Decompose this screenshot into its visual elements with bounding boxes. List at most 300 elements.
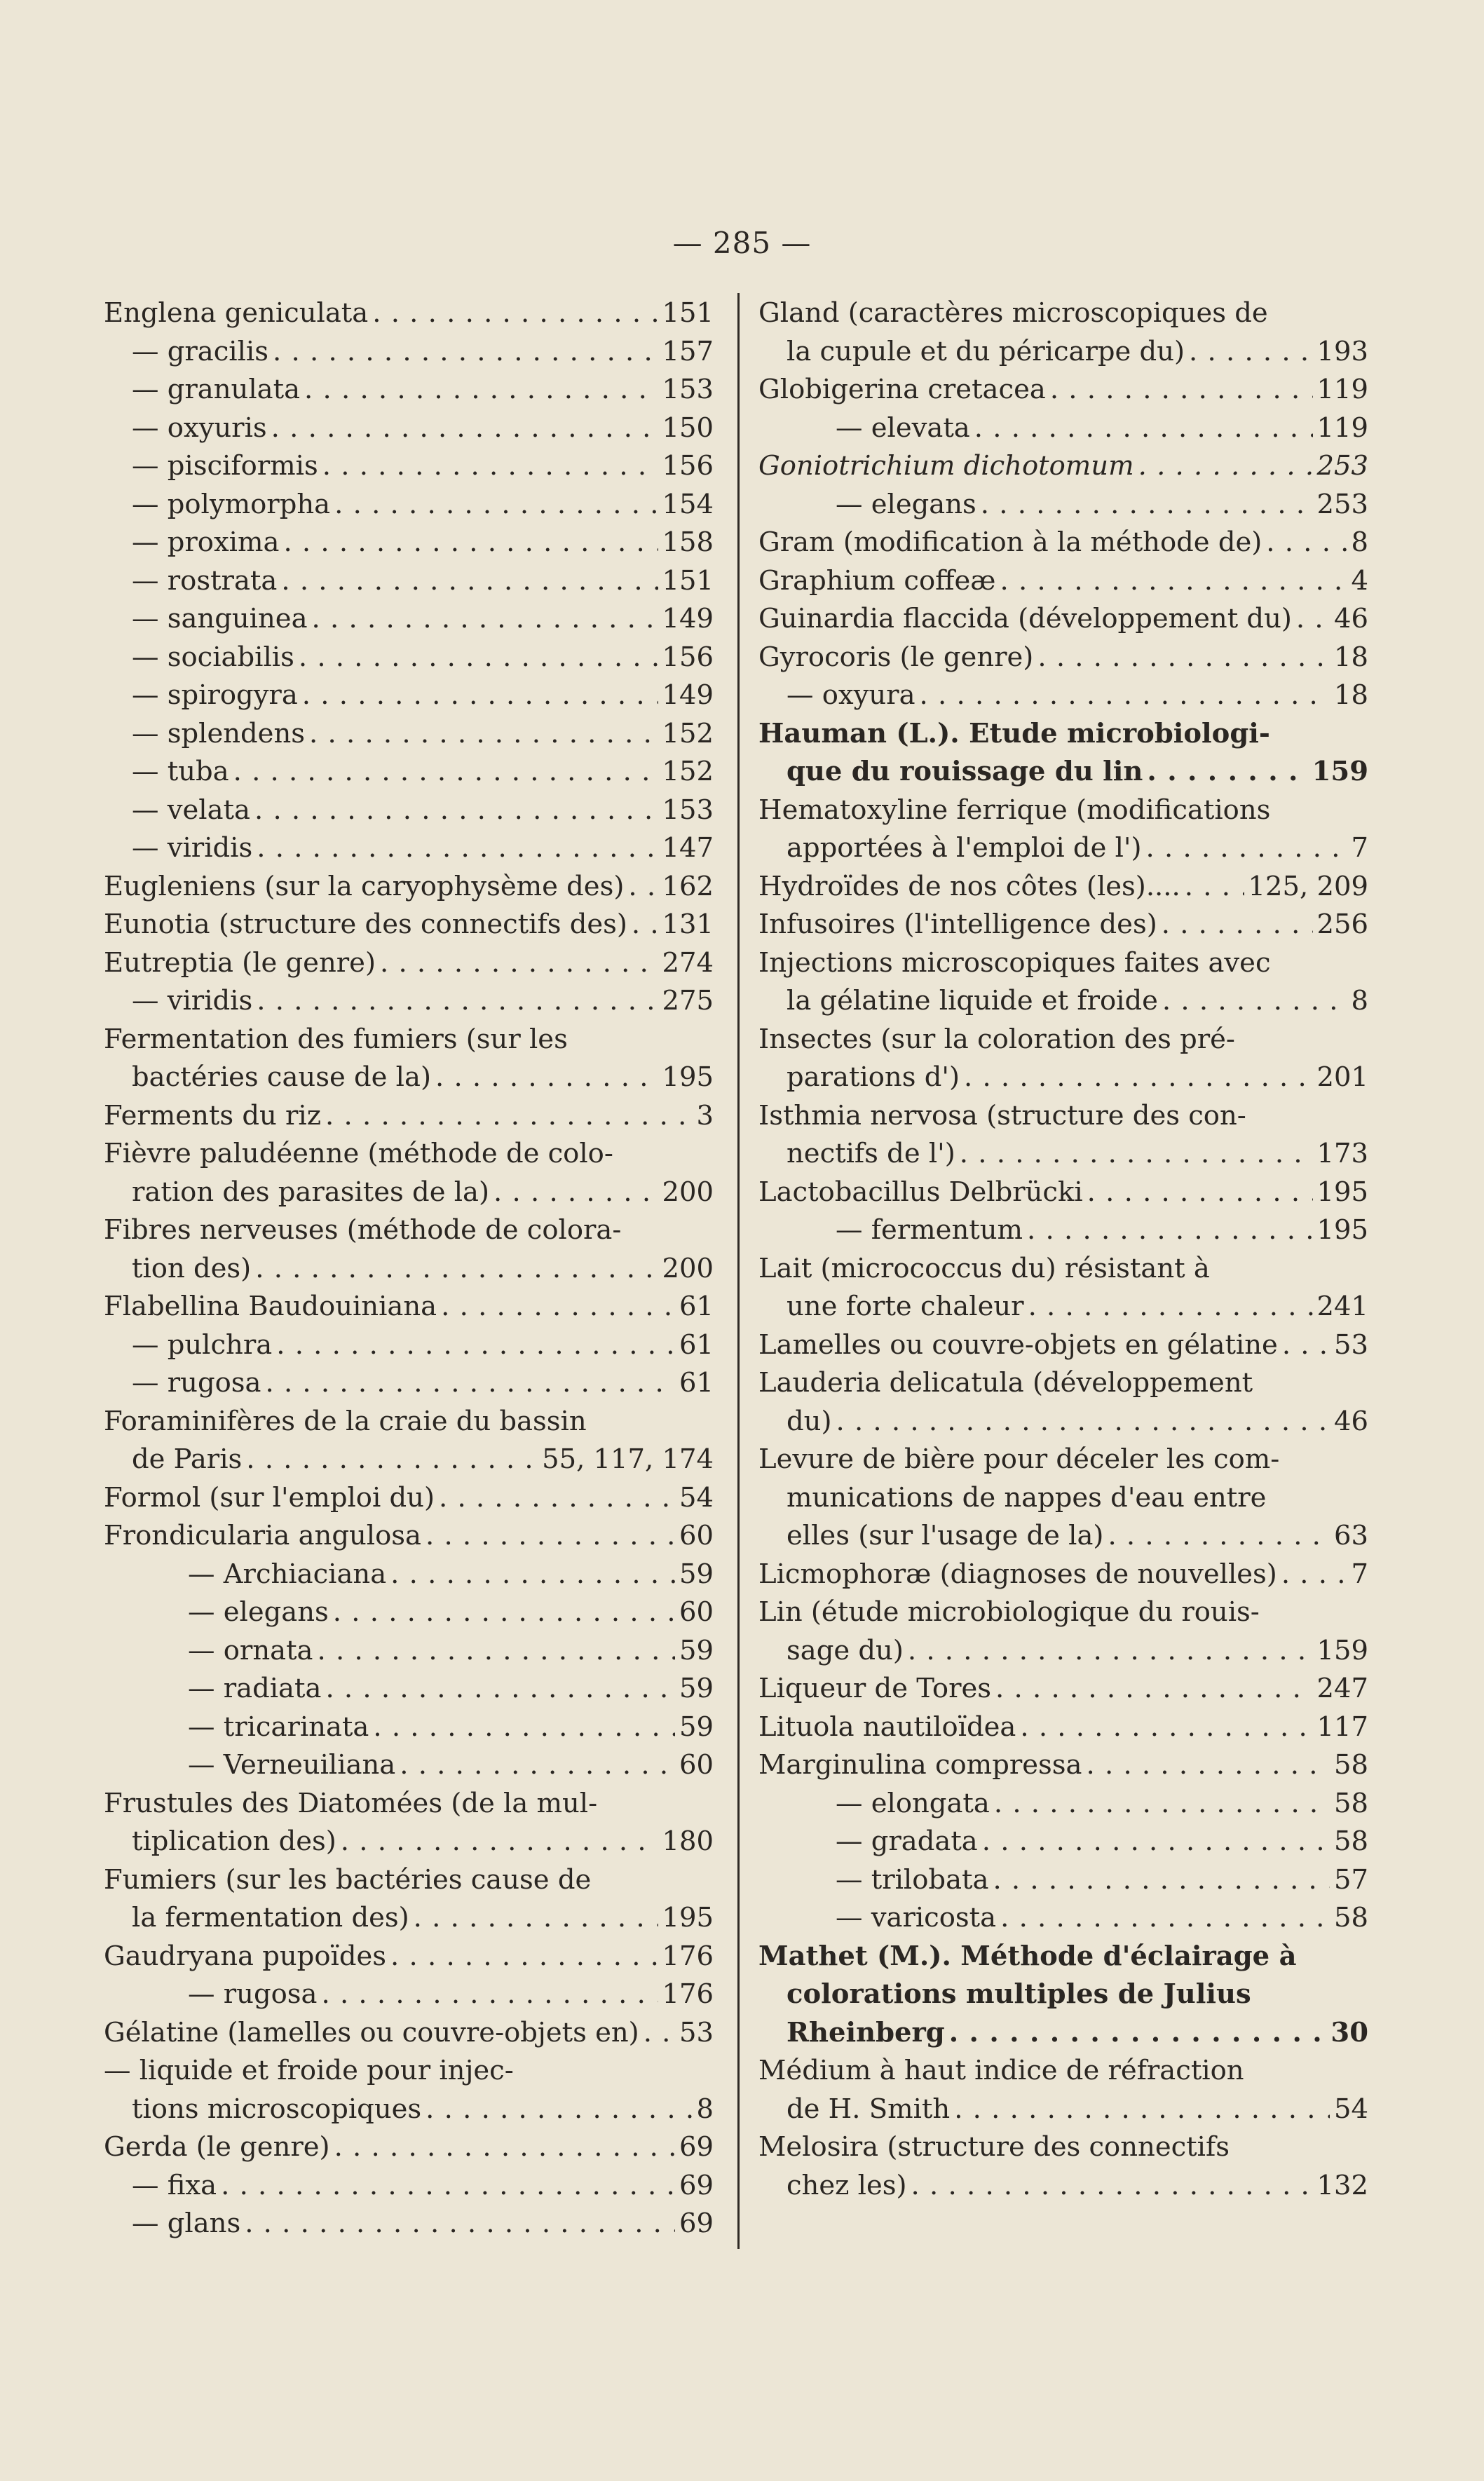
- dot-leader: [836, 1403, 1330, 1441]
- entry-label: — velata: [132, 794, 250, 826]
- entry-page: 55, 117, 174: [542, 1443, 714, 1475]
- entry-page: 132: [1316, 2169, 1368, 2201]
- entry-page: 256: [1316, 909, 1368, 940]
- index-entry: [104, 2167, 714, 2205]
- index-entry: [104, 1556, 714, 1594]
- dot-leader: [964, 1059, 1313, 1097]
- entry-page: 69: [679, 2208, 714, 2239]
- entry-page: 176: [662, 1940, 714, 1972]
- dot-leader: [632, 906, 658, 944]
- dot-leader: [390, 1556, 675, 1594]
- entry-label: — splendens: [132, 717, 306, 749]
- entry-label: Hydroïdes de nos côtes (les)....: [758, 870, 1180, 902]
- dot-leader: [302, 677, 658, 715]
- entry-label: — rostrata: [132, 564, 278, 597]
- index-entry: [104, 1861, 714, 1938]
- dot-leader: [309, 715, 658, 754]
- entry-label: Gram (modification à la méthode de): [758, 526, 1262, 558]
- dot-leader: [281, 562, 658, 601]
- entry-label: — sociabilis: [132, 641, 294, 673]
- dot-leader: [974, 409, 1313, 448]
- entry-page: 57: [1334, 1863, 1368, 1896]
- dot-leader: [1027, 1211, 1312, 1250]
- index-entry: [104, 791, 714, 830]
- index-entry: [104, 677, 714, 715]
- entry-label: — viridis: [132, 985, 253, 1017]
- entry-page: 18: [1334, 679, 1368, 711]
- dot-leader: [273, 333, 658, 372]
- index-entry: [104, 1593, 714, 1632]
- index-entry: [104, 524, 714, 562]
- index-entry: [104, 1746, 714, 1785]
- index-entry: [758, 639, 1368, 677]
- index-entry: [104, 371, 714, 409]
- entry-label: la gélatine liquide et froide: [787, 985, 1158, 1017]
- entry-label: — elegans: [836, 488, 976, 520]
- entry-page: 200: [662, 1176, 714, 1208]
- index-entry: [758, 2128, 1368, 2205]
- entry-label: — rugosa: [132, 1367, 261, 1399]
- dot-leader: [1185, 868, 1244, 906]
- entry-page: 60: [679, 1596, 714, 1628]
- entry-page: 54: [1334, 2093, 1368, 2125]
- entry-label: Gyrocoris (le genre): [758, 641, 1034, 673]
- dot-leader: [1028, 1288, 1313, 1326]
- index-entry: [758, 1746, 1368, 1785]
- entry-heading-line: Levure de bière pour déceler les com-: [758, 1443, 1280, 1475]
- index-column-left: [104, 294, 714, 2243]
- entry-page: 162: [662, 870, 714, 902]
- index-entry: [758, 1021, 1368, 1097]
- entry-label: Formol (sur l'emploi du): [104, 1481, 435, 1514]
- index-entry: [758, 1861, 1368, 1900]
- dot-leader: [1296, 600, 1330, 639]
- entry-page: 195: [662, 1061, 714, 1093]
- dot-leader: [1282, 1326, 1330, 1365]
- dot-leader: [373, 1708, 675, 1747]
- index-entry: [104, 906, 714, 944]
- entry-heading-line: munications de nappes d'eau entre: [787, 1481, 1267, 1514]
- dot-leader: [257, 829, 658, 868]
- dot-leader: [908, 1632, 1313, 1671]
- dot-leader: [628, 868, 658, 906]
- dot-leader: [255, 1250, 658, 1289]
- entry-heading-line: Médium à haut indice de réfraction: [758, 2055, 1244, 2086]
- index-entry: [104, 333, 714, 372]
- entry-page: 275: [662, 985, 714, 1017]
- entry-heading-line: Lait (micrococcus du) résistant à: [758, 1252, 1210, 1284]
- index-entry: [758, 524, 1368, 562]
- index-entry: [758, 1326, 1368, 1365]
- entry-page: 176: [662, 1978, 714, 2010]
- index-entry: [104, 944, 714, 983]
- entry-heading-line: Melosira (structure des connectifs: [758, 2131, 1230, 2163]
- entry-page: 152: [662, 756, 714, 787]
- index-entry: [104, 2205, 714, 2243]
- entry-page: 8: [1351, 985, 1368, 1017]
- dot-leader: [304, 371, 658, 409]
- dot-leader: [1020, 1708, 1312, 1747]
- entry-heading-line: Foraminifères de la craie du bassin: [104, 1405, 587, 1437]
- dot-leader: [1266, 524, 1347, 562]
- entry-heading-line: Frustules des Diatomées (de la mul-: [104, 1787, 598, 1819]
- entry-page: 4: [1351, 564, 1368, 597]
- index-entry: [104, 1364, 714, 1403]
- entry-page: 152: [662, 717, 714, 749]
- entry-label: Lituola nautiloïdea: [758, 1711, 1016, 1743]
- dot-leader: [426, 1517, 675, 1556]
- index-entry: [758, 1250, 1368, 1326]
- dot-leader: [265, 1364, 675, 1403]
- dot-leader: [1162, 982, 1347, 1021]
- index-entry: [104, 1632, 714, 1671]
- entry-label: Flabellina Baudouiniana: [104, 1291, 437, 1322]
- entry-label: — spirogyra: [132, 679, 298, 711]
- entry-page: 69: [679, 2169, 714, 2201]
- dot-leader: [911, 2167, 1313, 2205]
- dot-leader: [372, 294, 658, 333]
- entry-page: 58: [1334, 1826, 1368, 1857]
- entry-page: 200: [662, 1252, 714, 1284]
- entry-page: 8: [1351, 526, 1368, 558]
- page-number: — 285 —: [672, 226, 812, 260]
- entry-label: Englena geniculata: [104, 297, 369, 329]
- entry-page: 58: [1334, 1902, 1368, 1933]
- dot-leader: [1037, 639, 1330, 677]
- dot-leader: [1189, 333, 1312, 372]
- entry-label: — oxyura: [787, 679, 915, 711]
- entry-page: 180: [662, 1826, 714, 1857]
- index-entry: [758, 294, 1368, 371]
- index-entry: [758, 1708, 1368, 1747]
- entry-label: la cupule et du péricarpe du): [787, 335, 1185, 367]
- entry-label: de H. Smith: [787, 2093, 951, 2125]
- dot-leader: [283, 524, 658, 562]
- entry-label: — elevata: [836, 412, 970, 444]
- entry-label: Gélatine (lamelles ou couvre-objets en): [104, 2016, 639, 2048]
- index-entry: [104, 1021, 714, 1097]
- index-entry: [104, 409, 714, 448]
- entry-label: tion des): [132, 1252, 252, 1284]
- entry-page: 253: [1316, 450, 1368, 482]
- entry-label: que du rouissage du lin: [787, 756, 1143, 787]
- entry-label: — fermentum: [836, 1214, 1023, 1246]
- dot-leader: [1087, 1174, 1313, 1212]
- dot-leader: [1162, 906, 1313, 944]
- dot-leader: [920, 677, 1330, 715]
- entry-label: bactéries cause de la): [132, 1061, 431, 1093]
- entry-page: 247: [1316, 1673, 1368, 1704]
- dot-leader: [414, 1899, 658, 1938]
- entry-label: sage du): [787, 1634, 904, 1666]
- index-entry: [104, 562, 714, 601]
- index-entry: [758, 1174, 1368, 1212]
- index-entry: [104, 1976, 714, 2014]
- entry-label: chez les): [787, 2169, 907, 2201]
- entry-label: — trilobata: [836, 1863, 989, 1896]
- index-entry: [758, 447, 1368, 486]
- dot-leader: [493, 1174, 658, 1212]
- index-entry: [104, 753, 714, 791]
- entry-page: 147: [662, 832, 714, 864]
- entry-heading-line: Hematoxyline ferrique (modifications: [758, 794, 1271, 826]
- entry-label: Ferments du riz: [104, 1099, 322, 1131]
- entry-page: 159: [1316, 1634, 1368, 1666]
- dot-leader: [276, 1326, 675, 1365]
- index-entry: [104, 447, 714, 486]
- index-entry: [104, 639, 714, 677]
- entry-label: Graphium coffeæ: [758, 564, 996, 597]
- entry-heading-line: Lin (étude microbiologique du rouis-: [758, 1596, 1260, 1628]
- index-entry: [104, 868, 714, 906]
- index-entry: [758, 791, 1368, 868]
- entry-heading-line: Fermentation des fumiers (sur les: [104, 1023, 568, 1055]
- index-entry: [758, 2052, 1368, 2128]
- entry-label: Gerda (le genre): [104, 2131, 330, 2163]
- index-entry: [758, 1593, 1368, 1670]
- dot-leader: [246, 1441, 538, 1479]
- entry-heading-line: Fibres nerveuses (méthode de colora-: [104, 1214, 622, 1246]
- entry-label: — proxima: [132, 526, 280, 558]
- index-entry: [104, 1211, 714, 1288]
- entry-page: 46: [1334, 603, 1368, 634]
- entry-label: elles (sur l'usage de la): [787, 1520, 1104, 1551]
- index-entry: [758, 1211, 1368, 1250]
- entry-page: 149: [662, 603, 714, 634]
- index-entry: [104, 2128, 714, 2167]
- entry-page: 59: [679, 1558, 714, 1590]
- entry-label: — oxyuris: [132, 412, 267, 444]
- entry-page: 54: [679, 1481, 714, 1514]
- entry-label: une forte chaleur: [787, 1291, 1024, 1322]
- entry-page: 151: [662, 297, 714, 329]
- entry-label: Eunotia (structure des connectifs des): [104, 909, 627, 940]
- dot-leader: [1050, 371, 1313, 409]
- entry-page: 7: [1351, 832, 1368, 864]
- index-entry: [104, 2052, 714, 2128]
- entry-page: 125, 209: [1248, 870, 1368, 902]
- entry-page: 59: [679, 1634, 714, 1666]
- entry-page: 117: [1316, 1711, 1368, 1743]
- dot-leader: [334, 486, 658, 524]
- entry-page: 60: [679, 1520, 714, 1551]
- entry-heading-line: Lauderia delicatula (développement: [758, 1367, 1253, 1399]
- entry-page: 153: [662, 794, 714, 826]
- index-entry: [758, 677, 1368, 715]
- entry-label: — rugosa: [188, 1978, 318, 2010]
- entry-label: — radiata: [188, 1673, 322, 1704]
- entry-page: 61: [679, 1367, 714, 1399]
- entry-heading-line: Mathet (M.). Méthode d'éclairage à: [758, 1940, 1297, 1972]
- entry-label: — varicosta: [836, 1902, 997, 1933]
- entry-label: — Archiaciana: [188, 1558, 387, 1590]
- column-divider: [737, 293, 740, 2249]
- index-entry: [758, 1823, 1368, 1861]
- entry-label: Eugleniens (sur la caryophysème des): [104, 870, 625, 902]
- index-entry: [758, 1441, 1368, 1556]
- dot-leader: [318, 1632, 676, 1671]
- index-entry: [104, 1785, 714, 1861]
- dot-leader: [233, 753, 658, 791]
- entry-page: 241: [1316, 1291, 1368, 1322]
- index-entry: [104, 1479, 714, 1518]
- entry-label: Licmophoræ (diagnoses de nouvelles): [758, 1558, 1277, 1590]
- index-entry: [104, 2014, 714, 2053]
- dot-leader: [341, 1823, 658, 1861]
- index-entry: [104, 600, 714, 639]
- dot-leader: [400, 1746, 675, 1785]
- entry-page: 18: [1334, 641, 1368, 673]
- dot-leader: [325, 1097, 692, 1136]
- dot-leader: [982, 1823, 1330, 1861]
- entry-label: Liqueur de Tores: [758, 1673, 992, 1704]
- entry-label: — sanguinea: [132, 603, 308, 634]
- entry-heading-line: Fumiers (sur les bactéries cause de: [104, 1863, 592, 1896]
- entry-page: 30: [1330, 2016, 1368, 2048]
- entry-label: tiplication des): [132, 1826, 336, 1857]
- index-entry: [758, 409, 1368, 448]
- entry-label: Frondicularia angulosa: [104, 1520, 421, 1551]
- entry-page: 158: [662, 526, 714, 558]
- index-entry: [104, 486, 714, 524]
- dot-leader: [257, 982, 658, 1021]
- entry-label: — glans: [132, 2208, 241, 2239]
- dot-leader: [380, 944, 658, 983]
- index-entry: [104, 294, 714, 333]
- index-entry: [104, 1708, 714, 1747]
- entry-label: — granulata: [132, 374, 301, 405]
- entry-label: — polymorpha: [132, 488, 331, 520]
- entry-label: — ornata: [188, 1634, 313, 1666]
- entry-page: 159: [1312, 756, 1368, 787]
- dot-leader: [333, 1593, 675, 1632]
- dot-leader: [995, 1670, 1312, 1708]
- entry-page: 3: [696, 1099, 714, 1131]
- entry-heading-line: Isthmia nervosa (structure des con-: [758, 1099, 1246, 1131]
- entry-label: — Verneuiliana: [188, 1749, 396, 1781]
- entry-label: Guinardia flaccida (développement du): [758, 603, 1292, 634]
- index-entry: [758, 1938, 1368, 2053]
- index-entry: [758, 715, 1368, 791]
- dot-leader: [960, 1135, 1313, 1174]
- dot-leader: [254, 791, 658, 830]
- dot-leader: [312, 600, 658, 639]
- entry-page: 156: [662, 450, 714, 482]
- entry-label: de Paris: [132, 1443, 243, 1475]
- dot-leader: [426, 2091, 692, 2129]
- entry-page: 253: [1316, 488, 1368, 520]
- index-entry: [758, 1556, 1368, 1594]
- index-entry: [758, 1785, 1368, 1823]
- entry-page: 195: [1316, 1214, 1368, 1246]
- index-entry: [104, 1670, 714, 1708]
- dot-leader: [981, 486, 1313, 524]
- dot-leader: [441, 1288, 675, 1326]
- dot-leader: [1138, 447, 1313, 486]
- entry-label: — pisciformis: [132, 450, 318, 482]
- entry-label: tions microscopiques: [132, 2093, 422, 2125]
- entry-page: 195: [1316, 1176, 1368, 1208]
- entry-label: Rheinberg: [787, 2016, 945, 2048]
- index-entry: [758, 906, 1368, 944]
- entry-label: Goniotrichium dichotomum: [758, 450, 1134, 482]
- entry-heading-line: Insectes (sur la coloration des pré-: [758, 1023, 1235, 1055]
- entry-page: 119: [1316, 412, 1368, 444]
- entry-label: Marginulina compressa: [758, 1749, 1082, 1781]
- dot-leader: [1000, 1899, 1330, 1938]
- dot-leader: [1146, 829, 1347, 868]
- dot-leader: [954, 2091, 1330, 2129]
- entry-page: 46: [1334, 1405, 1368, 1437]
- entry-heading-line: Fièvre paludéenne (méthode de colo-: [104, 1138, 613, 1169]
- entry-label: nectifs de l'): [787, 1138, 955, 1169]
- entry-page: 149: [662, 679, 714, 711]
- dot-leader: [390, 1938, 658, 1976]
- entry-label: Globigerina cretacea: [758, 374, 1046, 405]
- entry-page: 7: [1351, 1558, 1368, 1590]
- index-entry: [104, 1288, 714, 1326]
- dot-leader: [1000, 562, 1347, 601]
- entry-page: 53: [1334, 1328, 1368, 1361]
- entry-label: Lactobacillus Delbrücki: [758, 1176, 1083, 1208]
- index-entry: [758, 1364, 1368, 1441]
- dot-leader: [299, 639, 658, 677]
- entry-page: 63: [1334, 1520, 1368, 1551]
- entry-label: la fermentation des): [132, 1902, 409, 1933]
- entry-page: 156: [662, 641, 714, 673]
- dot-leader: [1281, 1556, 1347, 1594]
- entry-heading-line: Injections microscopiques faites avec: [758, 946, 1271, 979]
- entry-label: Lamelles ou couvre-objets en gélatine: [758, 1328, 1278, 1361]
- dot-leader: [1147, 753, 1307, 791]
- index-entry: [104, 829, 714, 868]
- entry-label: ration des parasites de la): [132, 1176, 490, 1208]
- index-entry: [758, 600, 1368, 639]
- entry-page: 119: [1316, 374, 1368, 405]
- index-entry: [758, 1899, 1368, 1938]
- entry-page: 60: [679, 1749, 714, 1781]
- entry-page: 195: [662, 1902, 714, 1933]
- index-entry: [104, 1135, 714, 1211]
- entry-page: 201: [1316, 1061, 1368, 1093]
- entry-page: 58: [1334, 1787, 1368, 1819]
- index-entry: [758, 562, 1368, 601]
- index-entry: [104, 982, 714, 1021]
- dot-leader: [1087, 1746, 1330, 1785]
- dot-leader: [435, 1059, 658, 1097]
- entry-page: 53: [679, 2016, 714, 2048]
- entry-page: 131: [662, 909, 714, 940]
- index-entry: [758, 944, 1368, 1021]
- entry-heading-line: — liquide et froide pour injec-: [104, 2055, 514, 2086]
- entry-label: — pulchra: [132, 1328, 273, 1361]
- entry-label: — gracilis: [132, 335, 269, 367]
- dot-leader: [994, 1785, 1330, 1823]
- index-entry: [758, 371, 1368, 409]
- dot-leader: [321, 1976, 658, 2014]
- entry-label: Gaudryana pupoïdes: [104, 1940, 387, 1972]
- index-entry: [104, 1938, 714, 1976]
- index-entry: [104, 1517, 714, 1556]
- dot-leader: [439, 1479, 675, 1518]
- dot-leader: [221, 2167, 675, 2205]
- index-entry: [104, 715, 714, 754]
- dot-leader: [322, 447, 658, 486]
- entry-page: 274: [662, 946, 714, 979]
- dot-leader: [271, 409, 658, 448]
- entry-page: 150: [662, 412, 714, 444]
- entry-page: 193: [1316, 335, 1368, 367]
